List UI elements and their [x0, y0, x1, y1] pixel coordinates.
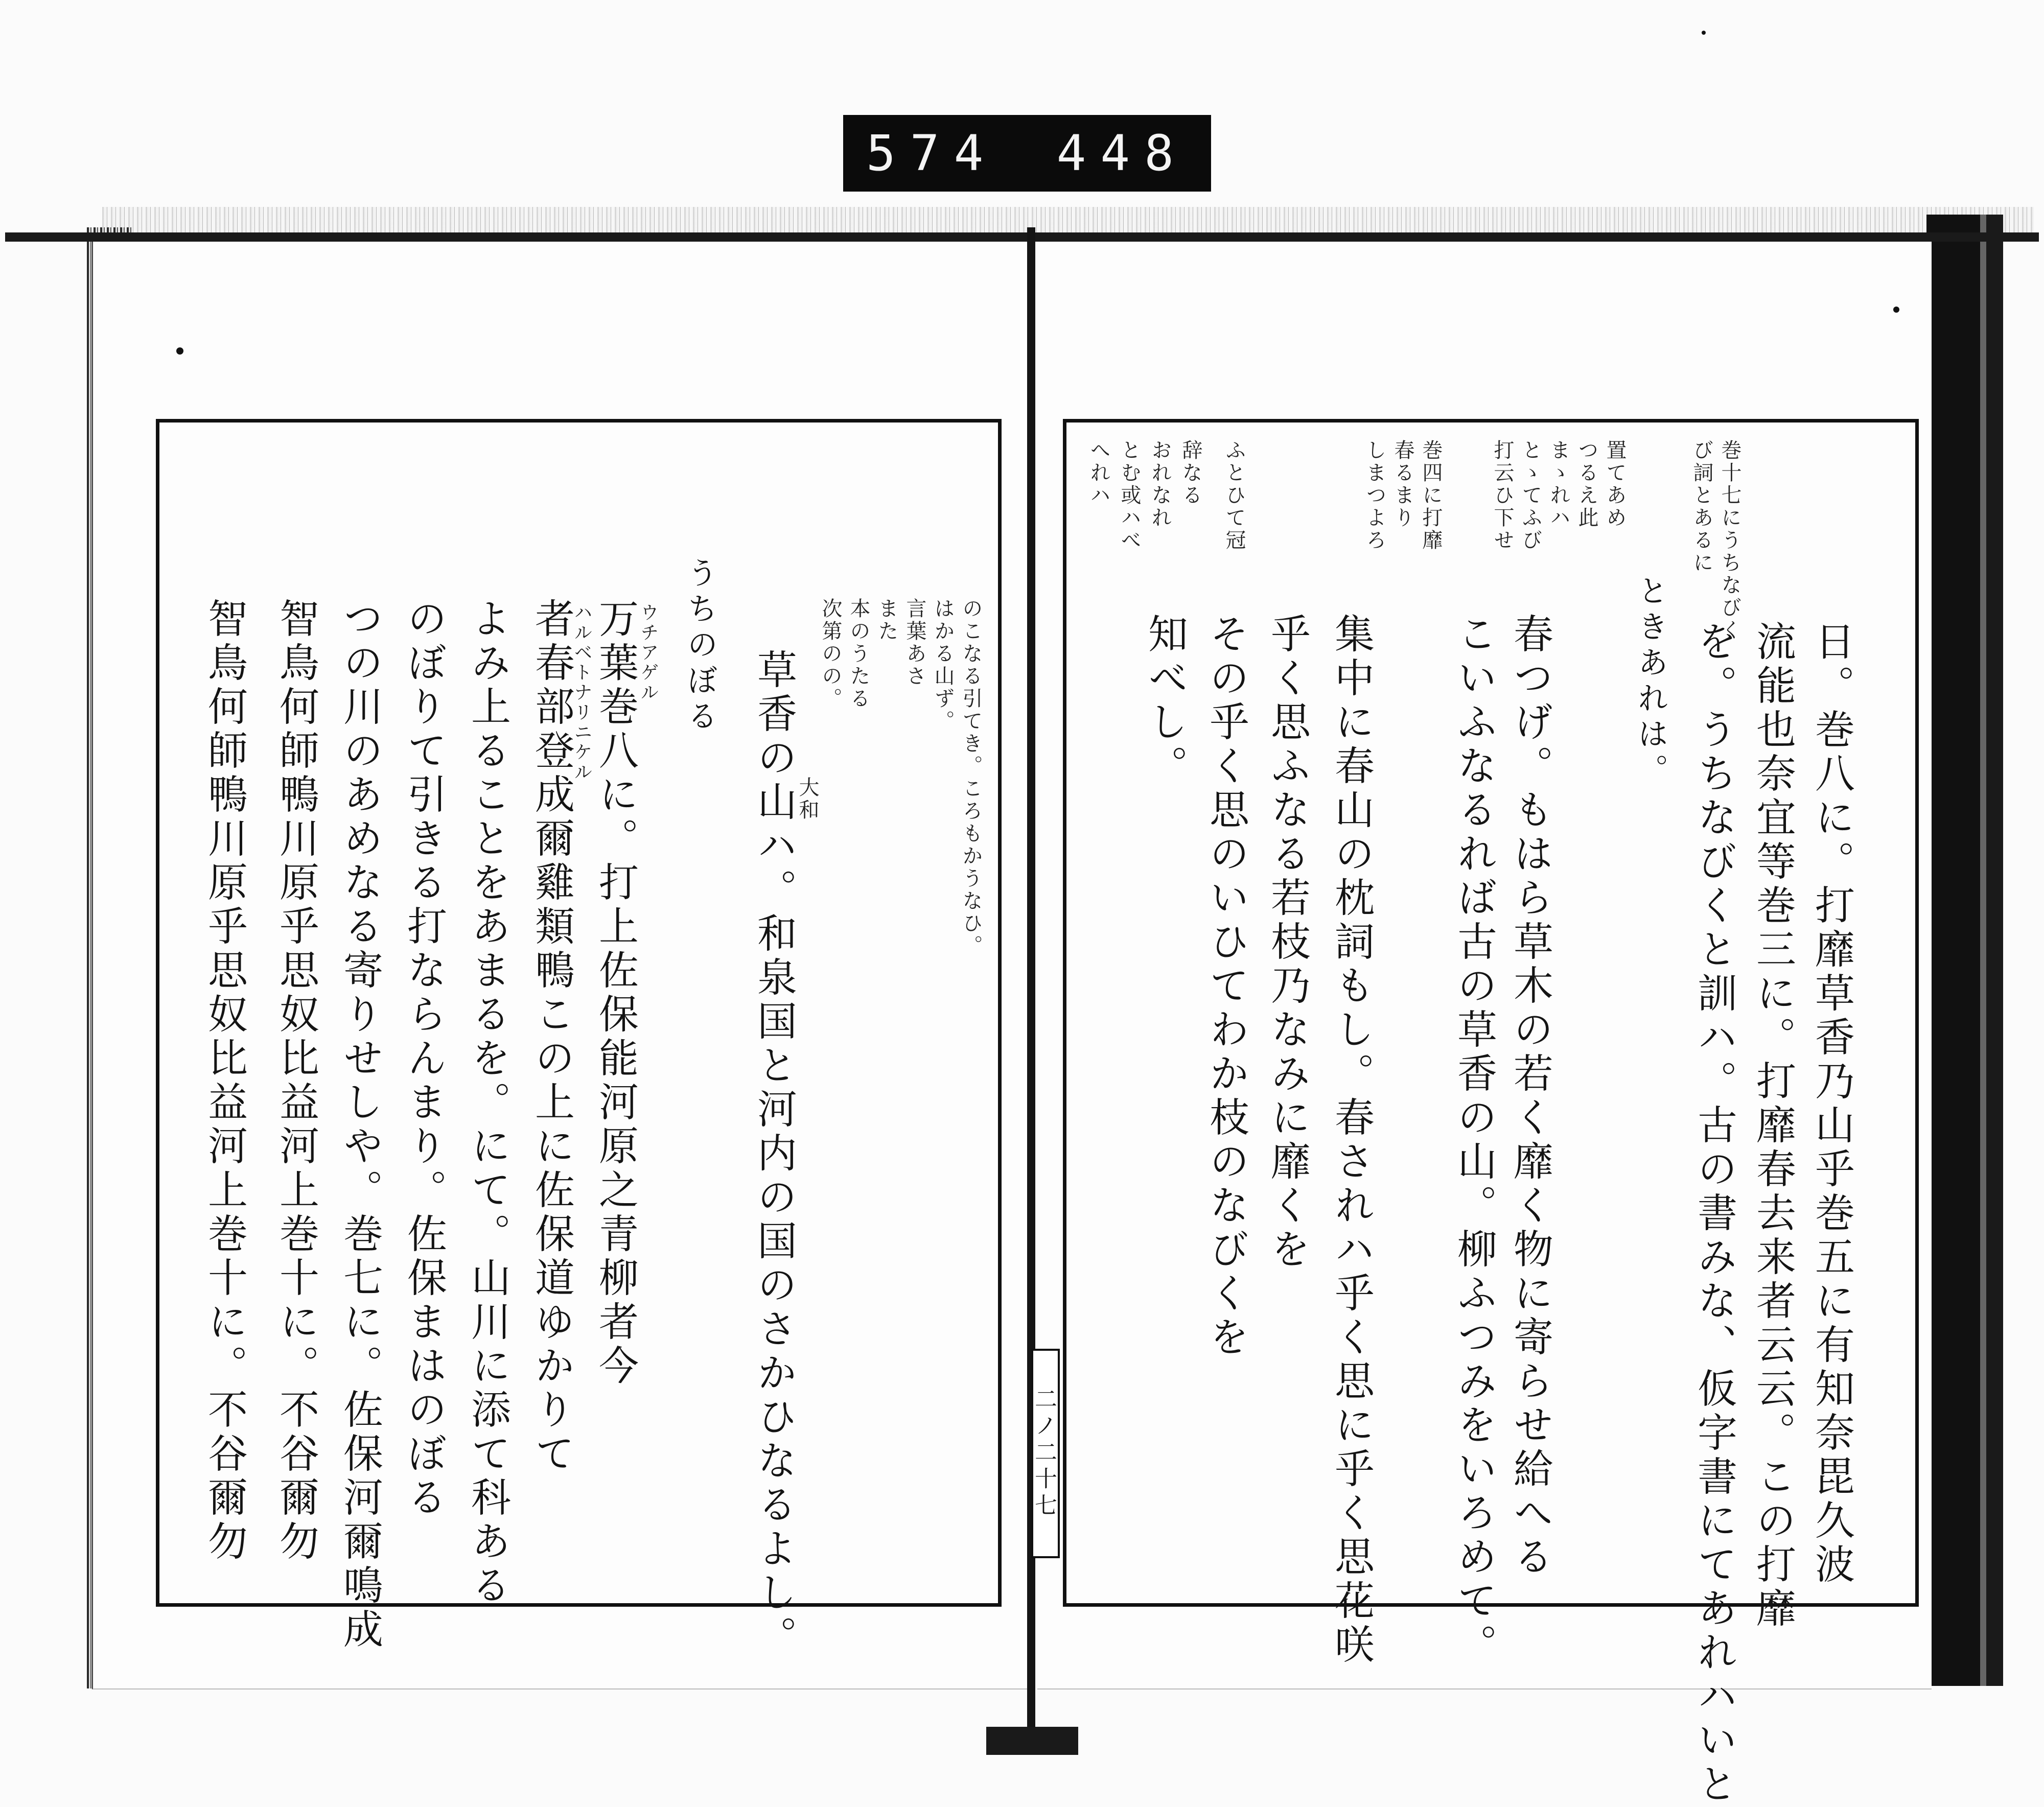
- right-main-col-5: 春つげ。もはら草木の若く靡く物に寄らせ給へる: [1507, 613, 1553, 1580]
- folio-number: 二ノ二十七: [1031, 1349, 1060, 1558]
- right-gloss-9: 春るまり: [1391, 439, 1414, 529]
- right-main-col-3: を。うちなびくと訓ハ。古の書みな、仮字書にてあれハいと: [1691, 621, 1737, 1807]
- right-gloss-5: まゝれハ: [1547, 439, 1570, 529]
- binding-bar: [5, 232, 2039, 242]
- right-gloss-6: とゝてふび: [1519, 439, 1542, 552]
- right-gloss-13: おれなれ: [1148, 439, 1172, 529]
- heading-uchinoboru: うちのぼる: [682, 557, 718, 736]
- left-gloss-5: 本のうたる: [847, 598, 870, 710]
- ink-speck: [176, 347, 183, 355]
- left-main-col-7: 智鳥何師鴨川原乎思奴比益河上巻十に。不谷爾勿: [273, 598, 319, 1564]
- left-gloss-2: はかる山ず。: [931, 598, 955, 733]
- left-main-col-8: 智鳥何師鴨川原乎思奴比益河上巻十に。不谷爾勿: [201, 598, 247, 1564]
- left-gloss-4: また: [875, 598, 898, 643]
- right-main-col-1: 日。巻八に。打靡草香乃山乎巻五に有知奈毘久波: [1808, 621, 1854, 1587]
- right-gloss-12: 辞なる: [1179, 439, 1202, 507]
- left-main-col-5: のぼりて引きる打ならんまり。佐保まはのぼる: [401, 598, 447, 1520]
- right-page-edge: [1926, 215, 2003, 1686]
- ruby-col2: ウチアゲル: [638, 603, 659, 702]
- ruby-col3: ハルベトナリニケル: [571, 603, 592, 782]
- right-gloss-14: とむ或ハべ: [1118, 439, 1141, 552]
- right-main-col-7: 集中に春山の枕詞もし。春されハ乎く思に乎く思花咲: [1328, 613, 1374, 1668]
- right-gloss-7: 打云ひ下せ: [1491, 439, 1514, 552]
- left-gloss-6: 次第のの。: [819, 598, 842, 710]
- left-main-col-4: よみ上ることをあまるを。にて。山川に添て科ある: [464, 598, 510, 1608]
- left-main-col-1: 草香の山ハ。和泉国と河内の国のさかひなるよし。: [751, 649, 797, 1659]
- right-main-col-10: 知べし。: [1142, 613, 1188, 789]
- right-gloss-15: へれハ: [1087, 439, 1110, 507]
- left-main-col-3: 者春部登成爾雞類鴨この上に佐保道ゆかりて: [528, 598, 574, 1476]
- ink-speck: [1702, 31, 1706, 35]
- right-gloss-3: 置てあめ: [1603, 439, 1627, 529]
- archive-number-right: 448: [1056, 125, 1188, 182]
- left-gloss-3: 言葉あさ: [903, 598, 926, 688]
- right-gloss-10: しまつよろ: [1363, 439, 1386, 552]
- right-gloss-2: び詞とあるに: [1690, 439, 1713, 574]
- spine-base: [986, 1727, 1078, 1755]
- left-gloss-1: のこなる引てき。ころもかうなひ。: [959, 598, 983, 957]
- right-gloss-4: つるえ此: [1575, 439, 1598, 529]
- right-main-col-4: ときあれは。: [1633, 575, 1668, 789]
- binding-texture: [102, 207, 2034, 233]
- ruby-yamato: 大和: [796, 777, 819, 822]
- right-main-col-8: 乎く思ふなる若枝乃なみに靡くを: [1264, 613, 1310, 1272]
- archive-number-left: 574: [866, 125, 998, 182]
- ink-speck: [1893, 307, 1899, 313]
- right-gloss-11: ふとひて冠: [1222, 439, 1246, 552]
- right-main-col-6: こいふなるれば古の草香の山。柳ふつみをいろめて。: [1451, 613, 1497, 1668]
- archive-label: [843, 115, 1211, 192]
- right-main-col-9: その乎く思のいひてわか枝のなびくを: [1203, 613, 1249, 1360]
- right-gloss-1: 巻十七にうちなびく: [1718, 439, 1741, 642]
- right-main-col-2: 流能也奈宜等巻三に。打靡春去来者云云。この打靡: [1750, 621, 1796, 1631]
- left-main-col-2: 万葉巻八に。打上佐保能河原之青柳者今: [592, 598, 638, 1389]
- right-gloss-8: 巻四に打靡: [1419, 439, 1443, 552]
- left-main-col-6: つの川のあめなる寄りせしや。巻七に。佐保河爾鳴成: [337, 598, 383, 1652]
